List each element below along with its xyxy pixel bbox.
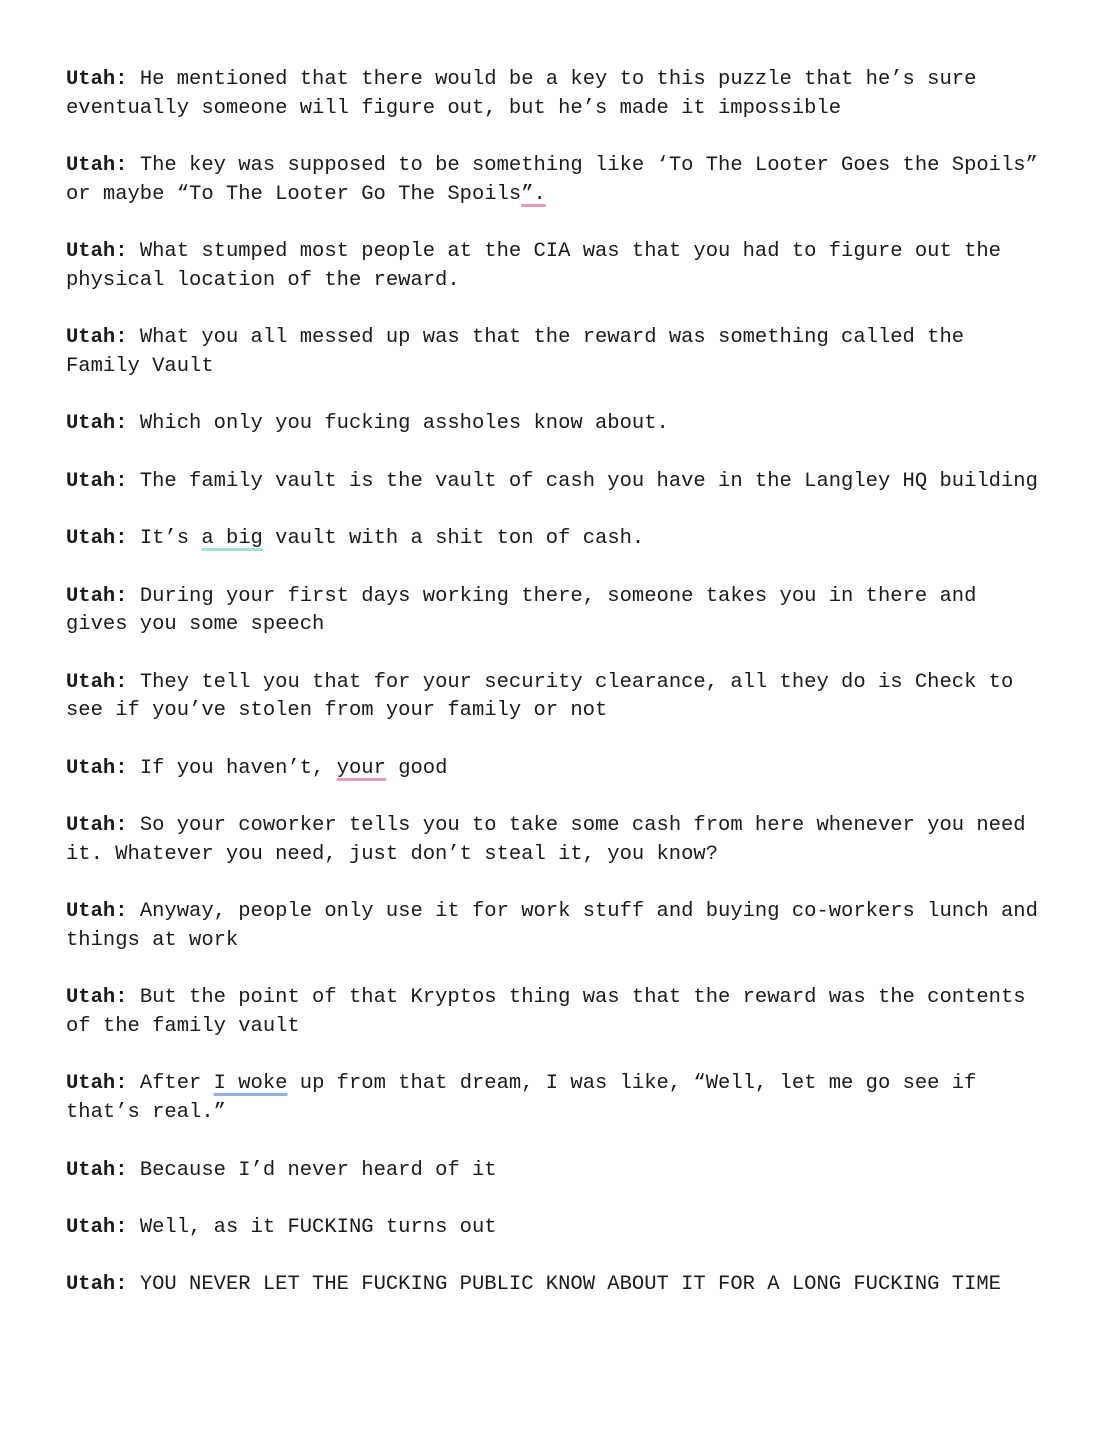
speaker-colon: : [115, 1072, 128, 1096]
speaker-colon: : [115, 670, 128, 694]
spelling-underline: your [336, 756, 386, 780]
transcript-entry [66, 812, 1046, 869]
speaker-colon: : [115, 1215, 128, 1239]
speaker-colon: : [115, 240, 128, 264]
speaker-label: Utah [66, 900, 116, 924]
transcript-entry [66, 669, 1046, 726]
speaker-label: Utah [66, 814, 116, 838]
speaker-colon: : [115, 527, 128, 551]
transcript-entry [66, 1214, 1046, 1243]
speaker-colon: : [115, 412, 128, 436]
entry-text: Anyway, people only use it for work stuff and buying co-workers lunch and things at work [66, 900, 1038, 952]
speaker-label: Utah [66, 469, 116, 493]
entry-text: Because I’d never heard of it [127, 1158, 497, 1182]
speaker-label: Utah [66, 1158, 116, 1182]
entry-text: If you haven’t, [127, 756, 337, 780]
transcript-entry [66, 410, 1046, 439]
entry-text: The key was supposed to be something like ‘To The Looter Goes the Spoils” or maybe “To The Looter Go The Spoils [66, 154, 1038, 206]
transcript-entry [66, 1271, 1046, 1300]
speaker-colon: : [115, 469, 128, 493]
transcript-entry [66, 152, 1046, 209]
entry-text: YOU NEVER LET THE FUCKING PUBLIC KNOW ABOUT IT FOR A LONG FUCKING TIME [127, 1273, 1001, 1297]
speaker-colon: : [115, 68, 128, 91]
transcript [66, 66, 1046, 1329]
speaker-label: Utah [66, 68, 116, 91]
entry-text: So your coworker tells you to take some cash from here whenever you need it. Whatever you need, just don’t steal it, you know? [66, 814, 1026, 866]
entry-text: What you all messed up was that the reward was something called the Family Vault [66, 326, 965, 378]
speaker-label: Utah [66, 670, 116, 694]
entry-text: What stumped most people at the CIA was that you had to figure out the physical location of the reward. [66, 240, 1001, 292]
speaker-label: Utah [66, 986, 116, 1010]
transcript-entry [66, 583, 1046, 640]
speaker-label: Utah [66, 154, 116, 178]
transcript-entry [66, 984, 1046, 1041]
transcript-entry [66, 755, 1046, 784]
suggestion-underline: a big [201, 527, 263, 551]
speaker-colon: : [115, 584, 128, 608]
transcript-entry [66, 468, 1046, 497]
entry-text: It’s [127, 527, 202, 551]
speaker-colon: : [115, 756, 128, 780]
transcript-entry [66, 1070, 1046, 1127]
transcript-entry [66, 898, 1046, 955]
entry-text: Well, as it FUCKING turns out [127, 1215, 497, 1239]
entry-text: good [385, 756, 448, 780]
speaker-colon: : [115, 900, 128, 924]
entry-text: After [127, 1072, 214, 1096]
transcript-entry [66, 66, 1046, 123]
speaker-colon: : [115, 154, 128, 178]
speaker-label: Utah [66, 756, 116, 780]
transcript-entry [66, 324, 1046, 381]
entry-text: They tell you that for your security clearance, all they do is Check to see if you’ve stolen from your family or not [66, 670, 1014, 723]
speaker-label: Utah [66, 584, 116, 608]
speaker-label: Utah [66, 1273, 116, 1297]
entry-text: Which only you fucking assholes know about. [127, 412, 669, 436]
grammar-underline: I woke [213, 1072, 288, 1096]
entry-text: vault with a shit ton of cash. [262, 527, 645, 551]
speaker-colon: : [115, 1158, 128, 1182]
speaker-label: Utah [66, 326, 116, 350]
speaker-colon: : [115, 1273, 128, 1297]
speaker-label: Utah [66, 527, 116, 551]
speaker-colon: : [115, 814, 128, 838]
speaker-label: Utah [66, 1072, 116, 1096]
speaker-label: Utah [66, 412, 116, 436]
speaker-colon: : [115, 326, 128, 350]
transcript-entry [66, 1157, 1046, 1186]
entry-text: The family vault is the vault of cash you have in the Langley HQ building [127, 469, 1038, 493]
speaker-label: Utah [66, 1215, 116, 1239]
speaker-label: Utah [66, 240, 116, 264]
transcript-entry [66, 525, 1046, 554]
entry-text: up from that dream, I was like, “Well, let me go see if that’s real.” [66, 1072, 977, 1125]
transcript-entry [66, 238, 1046, 295]
speaker-colon: : [115, 986, 128, 1010]
spelling-underline: ”. [521, 182, 546, 206]
entry-text: During your first days working there, someone takes you in there and gives you some speech [66, 584, 977, 637]
entry-text: But the point of that Kryptos thing was that the reward was the contents of the family vault [66, 986, 1026, 1039]
entry-text: He mentioned that there would be a key to this puzzle that he’s sure eventually someone will figure out, but he’s made it impossible [66, 68, 977, 120]
